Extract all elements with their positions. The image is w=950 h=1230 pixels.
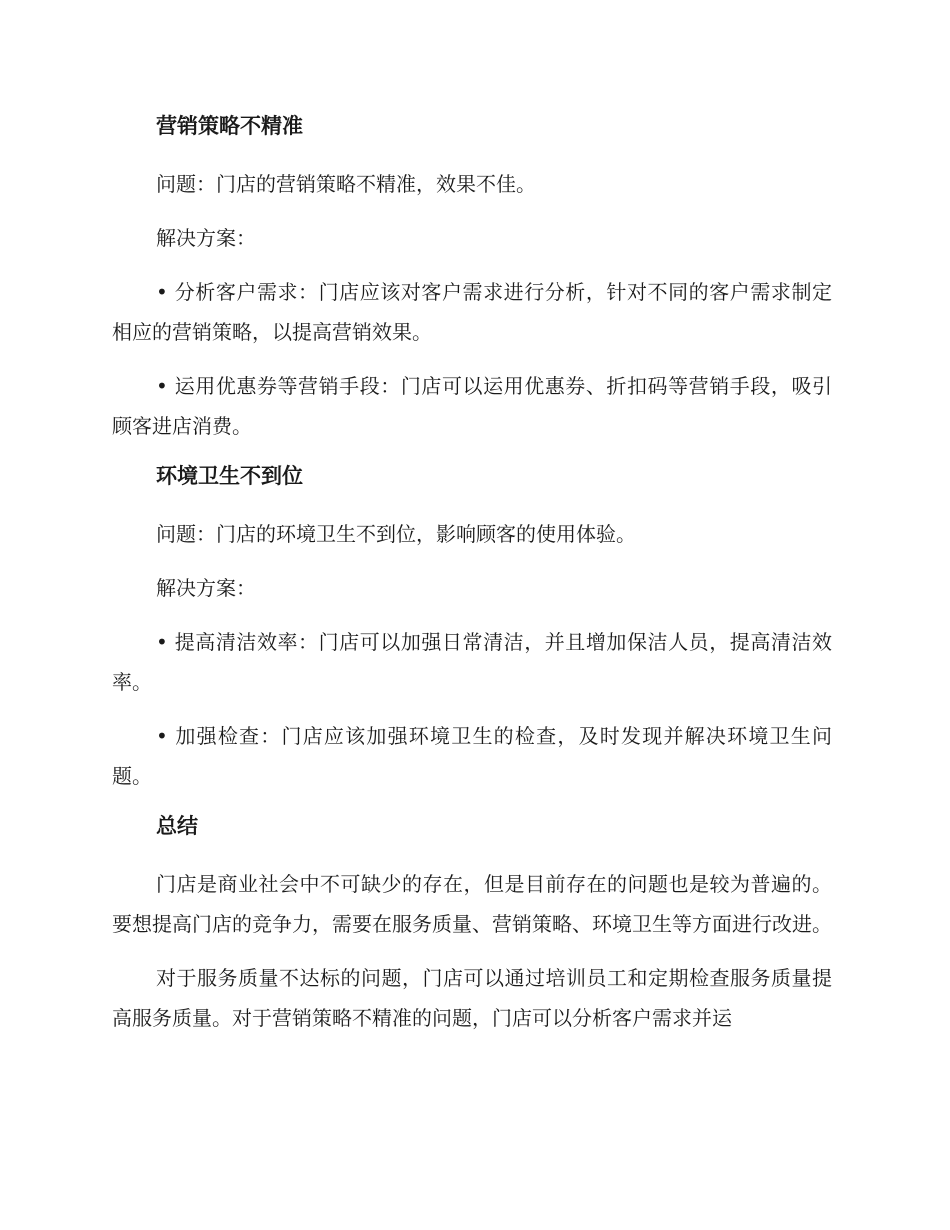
- paragraph-problem: 问题：门店的营销策略不精准，效果不佳。: [156, 172, 536, 196]
- paragraph-solution-label: 解决方案：: [156, 226, 256, 250]
- section-hygiene: [112, 460, 832, 796]
- section-title: 总结: [156, 814, 198, 838]
- section-marketing: [112, 110, 832, 446]
- section-summary: [112, 810, 832, 1038]
- paragraph-bullet: • 加强检查：门店应该加强环境卫生的检查，及时发现并解决环境卫生问题。: [112, 724, 832, 788]
- section-title: 营销策略不精准: [156, 114, 303, 138]
- section-title: 环境卫生不到位: [156, 464, 303, 488]
- paragraph-summary: 对于服务质量不达标的问题，门店可以通过培训员工和定期检查服务质量提高服务质量。对于营销策略不精准的问题，门店可以分析客户需求并运: [112, 966, 832, 1030]
- paragraph-bullet: • 提高清洁效率：门店可以加强日常清洁，并且增加保洁人员，提高清洁效率。: [112, 630, 832, 694]
- paragraph-solution-label: 解决方案：: [156, 576, 256, 600]
- paragraph-problem: 问题：门店的环境卫生不到位，影响顾客的使用体验。: [156, 522, 636, 546]
- paragraph-bullet: • 运用优惠券等营销手段：门店可以运用优惠券、折扣码等营销手段，吸引顾客进店消费。: [112, 374, 832, 438]
- paragraph-summary: 门店是商业社会中不可缺少的存在，但是目前存在的问题也是较为普遍的。要想提高门店的竞争力，需要在服务质量、营销策略、环境卫生等方面进行改进。: [112, 872, 832, 936]
- paragraph-bullet: • 分析客户需求：门店应该对客户需求进行分析，针对不同的客户需求制定相应的营销策略，以提高营销效果。: [112, 280, 832, 344]
- document-page: [112, 110, 832, 1052]
